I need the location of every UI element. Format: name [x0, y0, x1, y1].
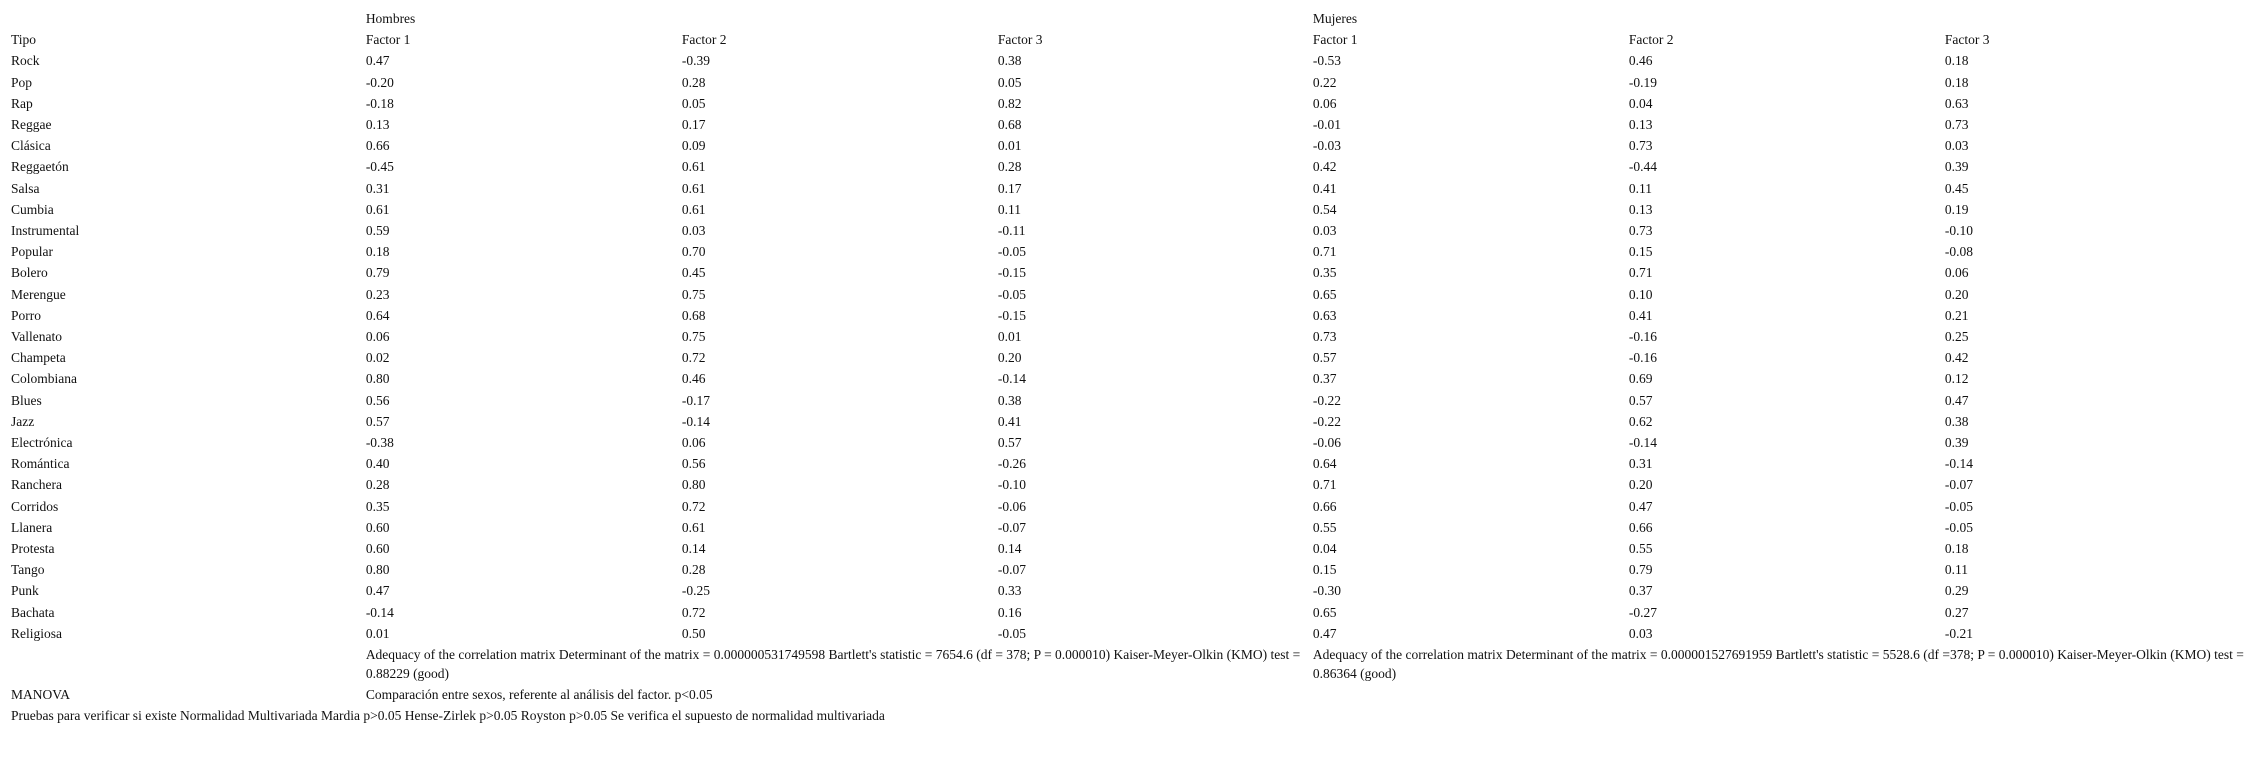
hombres-factor1-value: 0.56 — [365, 392, 390, 408]
table-row — [11, 326, 2261, 347]
tipo-cell: Romántica — [11, 456, 70, 472]
hombres-factor2-value: 0.72 — [681, 604, 706, 620]
hombres-factor1-value: 0.61 — [365, 201, 390, 217]
table-row — [11, 453, 2261, 474]
hombres-factor3-value: 0.20 — [997, 350, 1022, 366]
mujeres-factor3-value: 0.19 — [1944, 201, 1969, 217]
hombres-factor3-value: -0.15 — [997, 307, 1026, 323]
hombres-factor3-value: -0.05 — [997, 244, 1026, 260]
tipo-cell: Electrónica — [11, 435, 73, 451]
mujeres-factor2-value: 0.13 — [1628, 117, 1653, 133]
table-row — [11, 432, 2261, 453]
mujeres-factor3-value: 0.42 — [1944, 350, 1969, 366]
mujeres-factor1-header: Factor 1 — [1312, 32, 1358, 48]
tipo-cell: Religiosa — [11, 625, 62, 641]
hombres-factor2-value: 0.61 — [681, 159, 706, 175]
hombres-factor3-value: -0.11 — [997, 223, 1026, 239]
mujeres-factor2-value: -0.19 — [1628, 74, 1658, 90]
hombres-factor1-value: 0.66 — [365, 138, 390, 154]
hombres-factor3-value: 0.05 — [997, 74, 1022, 90]
mujeres-factor3-value: 0.39 — [1944, 159, 1969, 175]
hombres-factor1-value: 0.64 — [365, 307, 390, 323]
tipo-cell: Colombiana — [11, 371, 77, 387]
mujeres-factor1-value: 0.06 — [1312, 95, 1337, 111]
mujeres-factor1-value: 0.63 — [1312, 307, 1337, 323]
adequacy-row — [11, 644, 2261, 684]
hombres-factor3-value: -0.05 — [997, 286, 1026, 302]
hombres-factor2-value: -0.39 — [681, 53, 710, 69]
mujeres-factor2-value: 0.15 — [1628, 244, 1653, 260]
table-row — [11, 72, 2261, 93]
hombres-factor3-value: 0.11 — [997, 201, 1021, 217]
hombres-factor1-value: 0.47 — [365, 53, 390, 69]
hombres-factor2-value: 0.75 — [681, 286, 706, 302]
hombres-factor2-value: 0.05 — [681, 95, 706, 111]
hombres-factor2-value: 0.61 — [681, 180, 706, 196]
hombres-factor1-value: -0.14 — [365, 604, 394, 620]
hombres-factor1-value: 0.60 — [365, 519, 390, 535]
mujeres-factor2-value: -0.16 — [1628, 350, 1658, 366]
hombres-factor2-value: -0.14 — [681, 413, 710, 429]
hombres-factor2-value: 0.56 — [681, 456, 706, 472]
mujeres-factor2-value: 0.20 — [1628, 477, 1653, 493]
mujeres-factor2-value: 0.31 — [1628, 456, 1653, 472]
table-row — [11, 580, 2261, 601]
mujeres-factor1-value: -0.03 — [1312, 138, 1342, 154]
hombres-factor1-value: 0.59 — [365, 223, 390, 239]
mujeres-factor1-value: 0.41 — [1312, 180, 1337, 196]
hombres-factor1-value: 0.80 — [365, 371, 390, 387]
hombres-factor1-value: 0.23 — [365, 286, 390, 302]
hombres-factor1-value: 0.18 — [365, 244, 390, 260]
hombres-factor1-value: 0.79 — [365, 265, 390, 281]
mujeres-factor3-value: 0.12 — [1944, 371, 1969, 387]
tipo-cell: Punk — [11, 583, 39, 599]
mujeres-factor3-value: 0.27 — [1944, 604, 1969, 620]
hombres-factor3-value: -0.14 — [997, 371, 1026, 387]
mujeres-factor3-value: 0.73 — [1944, 117, 1969, 133]
hombres-factor1-value: 0.13 — [365, 117, 390, 133]
mujeres-factor2-value: 0.79 — [1628, 562, 1653, 578]
tipo-cell: Jazz — [11, 413, 35, 429]
mujeres-factor1-value: 0.64 — [1312, 456, 1337, 472]
table-row — [11, 602, 2261, 623]
hombres-factor1-value: 0.01 — [365, 625, 390, 641]
mujeres-factor2-value: 0.73 — [1628, 223, 1653, 239]
table-row — [11, 368, 2261, 389]
table-row — [11, 114, 2261, 135]
mujeres-factor1-value: 0.71 — [1312, 477, 1337, 493]
hombres-factor1-value: 0.28 — [365, 477, 390, 493]
mujeres-factor1-value: 0.71 — [1312, 244, 1337, 260]
mujeres-factor2-value: 0.57 — [1628, 392, 1653, 408]
table-row — [11, 156, 2261, 177]
hombres-factor1-value: -0.20 — [365, 74, 394, 90]
table-row — [11, 538, 2261, 559]
mujeres-factor1-value: -0.22 — [1312, 413, 1342, 429]
hombres-factor3-value: 0.82 — [997, 95, 1022, 111]
mujeres-factor1-value: -0.22 — [1312, 392, 1342, 408]
hombres-factor1-value: 0.80 — [365, 562, 390, 578]
table-row — [11, 305, 2261, 326]
mujeres-factor2-value: -0.27 — [1628, 604, 1658, 620]
mujeres-factor2-value: -0.16 — [1628, 329, 1658, 345]
mujeres-factor3-value: 0.63 — [1944, 95, 1969, 111]
tipo-cell: Reggaetón — [11, 159, 69, 175]
mujeres-factor3-value: -0.05 — [1944, 519, 1974, 535]
group-header-row — [11, 8, 2261, 29]
hombres-factor2-value: -0.17 — [681, 392, 710, 408]
hombres-factor3-header: Factor 3 — [997, 32, 1043, 48]
mujeres-factor1-value: 0.54 — [1312, 201, 1337, 217]
mujeres-factor3-value: 0.47 — [1944, 392, 1969, 408]
hombres-factor2-header: Factor 2 — [681, 32, 727, 48]
mujeres-factor2-value: 0.03 — [1628, 625, 1653, 641]
mujeres-factor1-value: 0.42 — [1312, 159, 1337, 175]
mujeres-factor1-value: 0.03 — [1312, 223, 1337, 239]
table-row — [11, 199, 2261, 220]
hombres-factor2-value: 0.03 — [681, 223, 706, 239]
mujeres-factor1-value: 0.66 — [1312, 498, 1337, 514]
hombres-factor3-value: 0.41 — [997, 413, 1022, 429]
mujeres-factor3-value: -0.05 — [1944, 498, 1974, 514]
tipo-cell: Porro — [11, 307, 41, 323]
mujeres-factor3-value: 0.45 — [1944, 180, 1969, 196]
mujeres-factor2-value: 0.47 — [1628, 498, 1653, 514]
table-row — [11, 496, 2261, 517]
group-hombres: Hombres — [365, 11, 416, 26]
tipo-cell: Merengue — [11, 286, 66, 302]
mujeres-factor2-value: 0.37 — [1628, 583, 1653, 599]
table-row — [11, 262, 2261, 283]
mujeres-factor2-value: -0.44 — [1628, 159, 1658, 175]
tipo-cell: Bachata — [11, 604, 55, 620]
hombres-factor3-value: 0.38 — [997, 53, 1022, 69]
table-row — [11, 474, 2261, 495]
table-row — [11, 93, 2261, 114]
mujeres-factor2-value: 0.55 — [1628, 541, 1653, 557]
tipo-cell: Bolero — [11, 265, 48, 281]
table-row — [11, 623, 2261, 644]
tipo-cell: Cumbia — [11, 201, 54, 217]
hombres-factor3-value: -0.05 — [997, 625, 1026, 641]
manova-label: MANOVA — [11, 687, 71, 703]
mujeres-factor3-value: 0.29 — [1944, 583, 1969, 599]
mujeres-factor3-value: -0.10 — [1944, 223, 1974, 239]
mujeres-factor1-value: 0.57 — [1312, 350, 1337, 366]
table-row — [11, 390, 2261, 411]
hombres-factor2-value: 0.72 — [681, 498, 706, 514]
tipo-cell: Corridos — [11, 498, 59, 514]
hombres-factor3-value: 0.16 — [997, 604, 1022, 620]
mujeres-factor1-value: 0.65 — [1312, 604, 1337, 620]
tipo-cell: Llanera — [11, 519, 53, 535]
hombres-factor2-value: 0.50 — [681, 625, 706, 641]
hombres-factor1-value: -0.38 — [365, 435, 394, 451]
hombres-factor2-value: 0.06 — [681, 435, 706, 451]
table-row — [11, 50, 2261, 71]
column-header-row — [11, 29, 2261, 50]
hombres-factor2-value: 0.14 — [681, 541, 706, 557]
mujeres-factor1-value: 0.35 — [1312, 265, 1337, 281]
tipo-cell: Blues — [11, 392, 42, 408]
mujeres-factor3-value: 0.18 — [1944, 74, 1969, 90]
tipo-cell: Champeta — [11, 350, 66, 366]
table-row — [11, 135, 2261, 156]
hombres-factor2-value: 0.28 — [681, 562, 706, 578]
table-row — [11, 241, 2261, 262]
hombres-factor3-value: 0.01 — [997, 329, 1022, 345]
mujeres-factor3-value: 0.39 — [1944, 435, 1969, 451]
mujeres-factor3-value: 0.18 — [1944, 53, 1969, 69]
hombres-factor2-value: 0.75 — [681, 329, 706, 345]
mujeres-factor2-header: Factor 2 — [1628, 32, 1674, 48]
hombres-factor2-value: 0.68 — [681, 307, 706, 323]
mujeres-factor1-value: 0.04 — [1312, 541, 1337, 557]
hombres-factor3-value: 0.14 — [997, 541, 1022, 557]
mujeres-factor1-value: -0.01 — [1312, 117, 1342, 133]
hombres-factor3-value: 0.01 — [997, 138, 1022, 154]
hombres-factor3-value: -0.26 — [997, 456, 1026, 472]
hombres-factor3-value: -0.10 — [997, 477, 1026, 493]
hombres-factor3-value: -0.07 — [997, 519, 1026, 535]
group-mujeres: Mujeres — [1312, 11, 1358, 26]
hombres-factor3-value: 0.57 — [997, 435, 1022, 451]
hombres-factor2-value: 0.70 — [681, 244, 706, 260]
mujeres-factor1-value: 0.15 — [1312, 562, 1337, 578]
manova-text: Comparación entre sexos, referente al análisis del factor. p<0.05 — [365, 687, 713, 703]
hombres-factor2-value: 0.61 — [681, 201, 706, 217]
hombres-factor3-value: 0.33 — [997, 583, 1022, 599]
hombres-factor1-value: 0.35 — [365, 498, 390, 514]
hombres-factor2-value: 0.46 — [681, 371, 706, 387]
mujeres-factor2-value: 0.71 — [1628, 265, 1653, 281]
mujeres-factor3-value: 0.03 — [1944, 138, 1969, 154]
tipo-cell: Clásica — [11, 138, 51, 154]
hombres-factor1-value: 0.06 — [365, 329, 390, 345]
mujeres-factor3-value: 0.25 — [1944, 329, 1969, 345]
mujeres-factor1-value: -0.30 — [1312, 583, 1342, 599]
mujeres-factor1-value: 0.47 — [1312, 625, 1337, 641]
adequacy-hombres: Adequacy of the correlation matrix Determinant of the matrix = 0.000000531749598 Bartlett's statistic = 7654.6 (df = 378; P = 0.000010) Kaiser-Meyer-Olkin (KMO) test = 0.88229 (good) — [365, 647, 1301, 682]
mujeres-factor2-value: 0.66 — [1628, 519, 1653, 535]
tipo-cell: Ranchera — [11, 477, 62, 493]
mujeres-factor3-header: Factor 3 — [1944, 32, 1990, 48]
hombres-factor2-value: 0.17 — [681, 117, 706, 133]
hombres-factor3-value: 0.38 — [997, 392, 1022, 408]
hombres-factor2-value: 0.09 — [681, 138, 706, 154]
hombres-factor2-value: 0.80 — [681, 477, 706, 493]
table-row — [11, 411, 2261, 432]
hombres-factor3-value: -0.07 — [997, 562, 1026, 578]
table-row — [11, 517, 2261, 538]
mujeres-factor3-value: 0.18 — [1944, 541, 1969, 557]
mujeres-factor1-value: 0.55 — [1312, 519, 1337, 535]
mujeres-factor2-value: 0.04 — [1628, 95, 1653, 111]
hombres-factor3-value: 0.68 — [997, 117, 1022, 133]
mujeres-factor2-value: 0.46 — [1628, 53, 1653, 69]
mujeres-factor2-value: 0.13 — [1628, 201, 1653, 217]
manova-row — [11, 684, 2261, 705]
hombres-factor2-value: 0.61 — [681, 519, 706, 535]
mujeres-factor2-value: 0.41 — [1628, 307, 1653, 323]
hombres-factor3-value: 0.28 — [997, 159, 1022, 175]
mujeres-factor3-value: -0.08 — [1944, 244, 1974, 260]
mujeres-factor2-value: 0.69 — [1628, 371, 1653, 387]
adequacy-mujeres: Adequacy of the correlation matrix Determinant of the matrix = 0.000001527691959 Bartlett's statistic = 5528.6 (df =378; P = 0.000010) Kaiser-Meyer-Olkin (KMO) test = 0.86364 (good) — [1312, 647, 2244, 682]
mujeres-factor1-value: 0.73 — [1312, 329, 1337, 345]
hombres-factor2-value: 0.45 — [681, 265, 706, 281]
factor-table — [11, 8, 2261, 705]
hombres-factor2-value: -0.25 — [681, 583, 710, 599]
tipo-cell: Instrumental — [11, 223, 80, 239]
hombres-factor3-value: 0.17 — [997, 180, 1022, 196]
mujeres-factor1-value: 0.22 — [1312, 74, 1337, 90]
hombres-factor1-value: 0.40 — [365, 456, 390, 472]
tipo-cell: Vallenato — [11, 329, 62, 345]
hombres-factor1-value: 0.31 — [365, 180, 390, 196]
mujeres-factor1-value: 0.37 — [1312, 371, 1337, 387]
tipo-cell: Popular — [11, 244, 53, 260]
mujeres-factor3-value: -0.21 — [1944, 625, 1974, 641]
hombres-factor1-value: 0.57 — [365, 413, 390, 429]
mujeres-factor3-value: -0.14 — [1944, 456, 1974, 472]
hombres-factor2-value: 0.72 — [681, 350, 706, 366]
table-row — [11, 178, 2261, 199]
mujeres-factor3-value: 0.38 — [1944, 413, 1969, 429]
mujeres-factor1-value: 0.65 — [1312, 286, 1337, 302]
mujeres-factor3-value: -0.07 — [1944, 477, 1974, 493]
normality-note: Pruebas para verificar si existe Normalidad Multivariada Mardia p>0.05 Hense-Zirlek p>0.05 Royston p>0.05 Se verifica el supuesto de normalidad multivariada — [11, 708, 885, 724]
hombres-factor1-value: -0.45 — [365, 159, 394, 175]
table-row — [11, 220, 2261, 241]
tipo-cell: Rock — [11, 53, 40, 69]
hombres-factor1-value: -0.18 — [365, 95, 394, 111]
hombres-factor1-header: Factor 1 — [365, 32, 411, 48]
mujeres-factor2-value: 0.73 — [1628, 138, 1653, 154]
mujeres-factor2-value: 0.11 — [1628, 180, 1653, 196]
mujeres-factor3-value: 0.20 — [1944, 286, 1969, 302]
tipo-cell: Salsa — [11, 180, 40, 196]
hombres-factor3-value: -0.06 — [997, 498, 1026, 514]
tipo-cell: Tango — [11, 562, 45, 578]
tipo-cell: Rap — [11, 95, 33, 111]
hombres-factor1-value: 0.47 — [365, 583, 390, 599]
mujeres-factor1-value: -0.53 — [1312, 53, 1342, 69]
tipo-cell: Pop — [11, 74, 33, 90]
hombres-factor3-value: -0.15 — [997, 265, 1026, 281]
table-row — [11, 347, 2261, 368]
tipo-header: Tipo — [11, 32, 37, 48]
hombres-factor2-value: 0.28 — [681, 74, 706, 90]
table-row — [11, 284, 2261, 305]
mujeres-factor1-value: -0.06 — [1312, 435, 1342, 451]
mujeres-factor3-value: 0.21 — [1944, 307, 1969, 323]
mujeres-factor2-value: 0.10 — [1628, 286, 1653, 302]
tipo-cell: Protesta — [11, 541, 55, 557]
empty-cell — [11, 8, 366, 29]
mujeres-factor2-value: 0.62 — [1628, 413, 1653, 429]
mujeres-factor2-value: -0.14 — [1628, 435, 1658, 451]
hombres-factor1-value: 0.02 — [365, 350, 390, 366]
table-row — [11, 559, 2261, 580]
hombres-factor1-value: 0.60 — [365, 541, 390, 557]
mujeres-factor3-value: 0.11 — [1944, 562, 1969, 578]
mujeres-factor3-value: 0.06 — [1944, 265, 1969, 281]
tipo-cell: Reggae — [11, 117, 52, 133]
